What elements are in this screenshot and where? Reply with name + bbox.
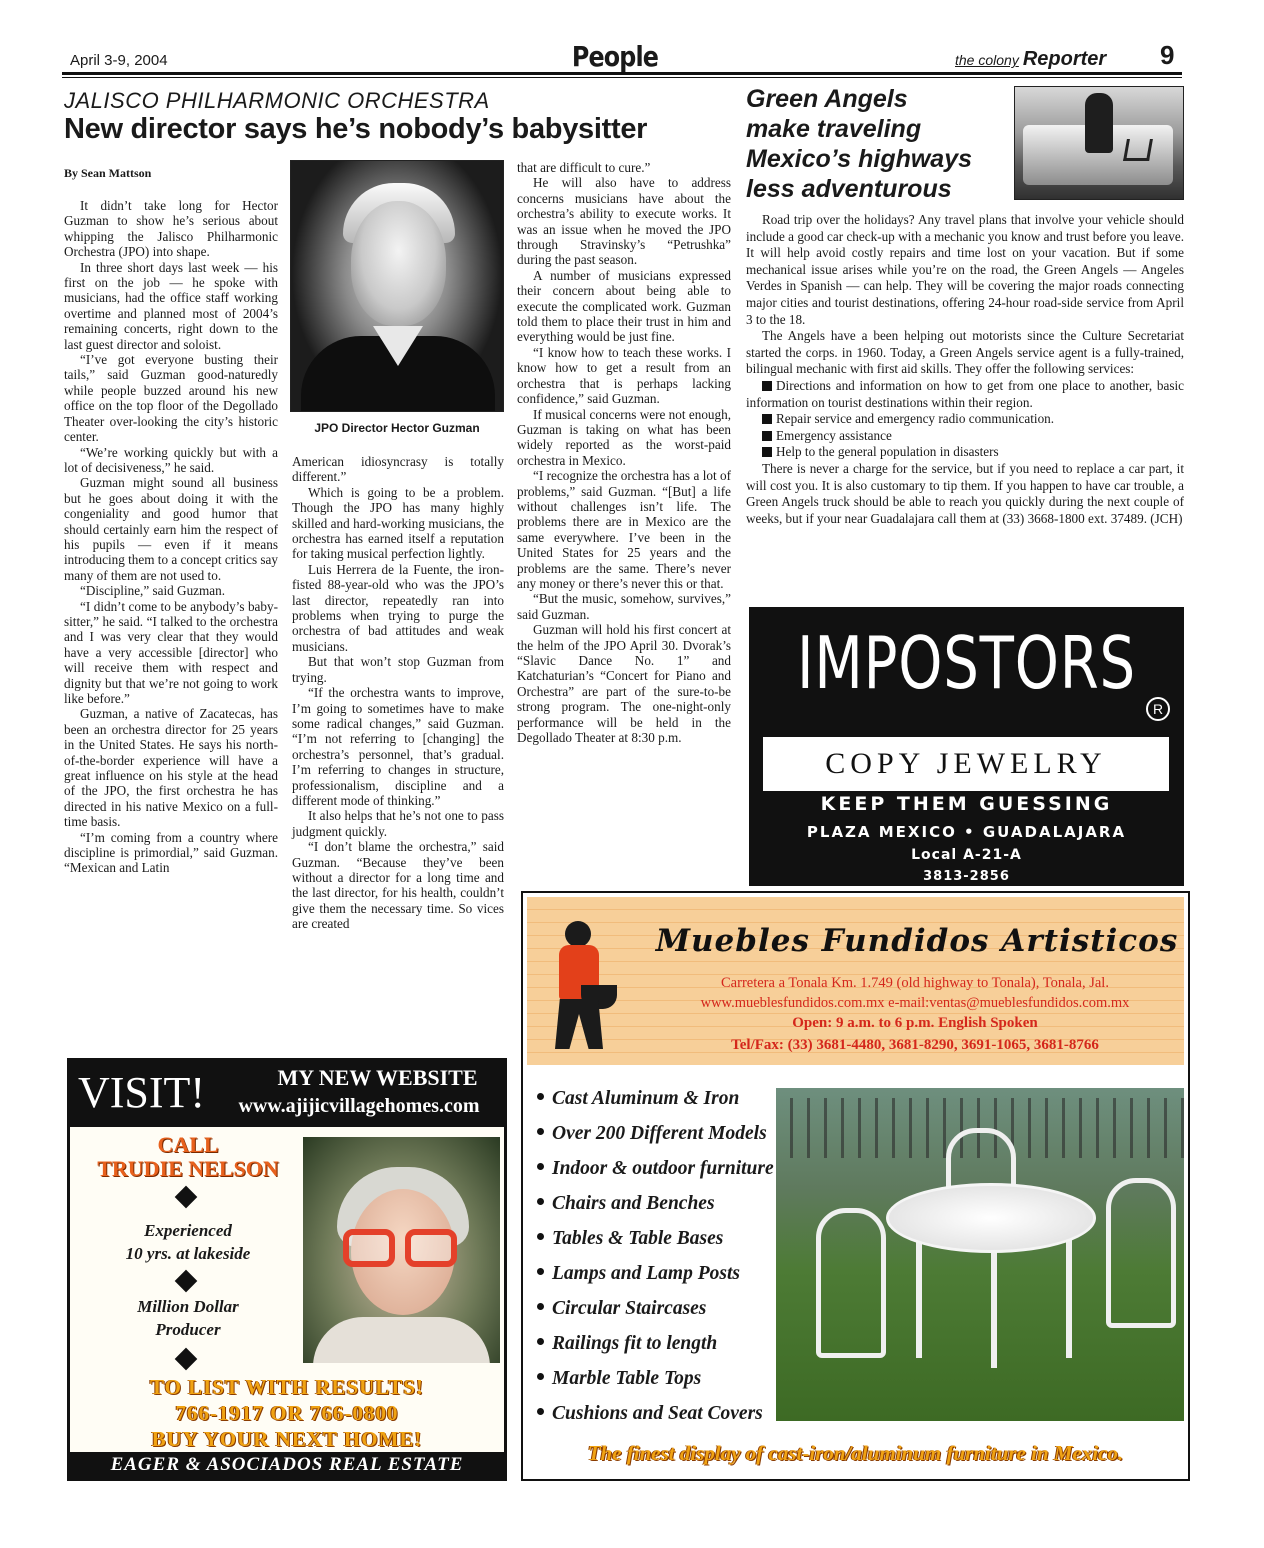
impostors-ad	[749, 607, 1184, 886]
article-column-3	[517, 160, 731, 745]
bullet-square-icon	[762, 381, 772, 391]
service-item	[746, 444, 1184, 461]
ad-brand: IMPOSTORS	[797, 621, 1136, 705]
bullet-icon	[537, 1093, 544, 1100]
list-item	[537, 1291, 777, 1326]
paragraph: that are difficult to cure.”	[517, 160, 651, 175]
list-item	[537, 1396, 777, 1431]
pouring-worker-icon	[537, 915, 627, 1055]
header-rule	[62, 72, 1182, 75]
bullet-icon	[537, 1303, 544, 1310]
paragraph: “I know how to teach these works. I know how to get a result from an orchestra that is perhaps lacking confidence,” said Guzman.	[517, 344, 731, 407]
ad-text: Experienced	[144, 1221, 232, 1240]
furniture-ad	[521, 891, 1190, 1481]
paragraph: “Discipline,” said Guzman.	[80, 583, 226, 599]
section-title: People	[571, 40, 659, 73]
ad-header-panel	[527, 897, 1184, 1065]
list-item-text: Cast Aluminum & Iron	[552, 1088, 740, 1109]
list-item	[537, 1256, 777, 1291]
bullet-square-icon	[762, 414, 772, 424]
bullet-icon	[537, 1268, 544, 1275]
ad-url: www.ajijicvillagehomes.com	[238, 1095, 480, 1117]
photo-chair	[816, 1208, 886, 1358]
paper-name-main: Reporter	[1022, 48, 1107, 70]
green-angels-body	[746, 212, 1184, 527]
ad-agent-name: TRUDIE NELSON	[97, 1156, 279, 1181]
photo-body	[313, 1317, 490, 1363]
ad-text: Producer	[155, 1320, 221, 1339]
ad-cta-2: BUY YOUR NEXT HOME!	[151, 1427, 423, 1451]
agent-photo	[303, 1137, 500, 1363]
paragraph: Road trip over the holidays? Any travel plans that involve your vehicle should include a good car check-up with a mechanic you know and trust before you leave. It will help avoid costly repairs and time lost on your vacation. But if some mechanical issue arises while you’re on the road, the Green Angels — Angeles Verdes in Spanish — can help. They will be covering the major roads connecting major cities and tourist destinations, offering 24-hour road-side service from April 3 to the 18.	[746, 212, 1184, 327]
ad-slogan: KEEP THEM GUESSING	[820, 793, 1113, 815]
paragraph: “I recognize the orchestra has a lot of problems,” said Guzman. “[But] a life without challenges isn’t life. The problems there are in Mexico are the same everywhere. I’ve been in the United States for 25 years and the problems are the same. There’s never any money or there’s never this or that.	[517, 468, 731, 591]
photo-agent	[1085, 93, 1113, 153]
list-item	[537, 1186, 777, 1221]
article-headline: New director says he’s nobody’s babysitter	[64, 113, 648, 145]
paragraph: Guzman, a native of Zacatecas, has been an orchestra director for 25 years in the United States. He says his north-of-the-border experience will have a great influence on his style at the head of the JPO, the first orchestra he has directed in his native Mexico on a full-time basis.	[64, 706, 278, 830]
paragraph: There is never a charge for the service, but if you need to replace a car part, it will cost you. It is also customary to tip them. If you happen to have car trouble, a Green Angels truck should be able to reach you quickly during the next couple of weeks, but if your near Guadalajara call them at (33) 3668-1800 ext. 37489. (JCH)	[746, 460, 1184, 526]
list-item-text: Marble Table Tops	[552, 1368, 702, 1389]
ad-phones: Tel/Fax: (33) 3681-4480, 3681-8290, 3691-1065, 3681-8766	[731, 1037, 1099, 1053]
ad-product: COPY JEWELRY	[763, 737, 1169, 791]
paragraph: Which is going to be a problem. Though the JPO has many highly skilled and hard-working musicians, the orchestra has earned itself a reputation for taking musical perfection lightly.	[292, 484, 504, 562]
list-item-text: Circular Staircases	[552, 1298, 707, 1319]
paragraph: The Angels have a been helping out motorists since the Culture Secretariat started the corps. in 1960. Today, a Green Angels service agent is a fully-trained, bilingual mechanic with first aid skills. They offer the following services:	[746, 328, 1184, 377]
list-item	[537, 1361, 777, 1396]
ad-experience	[78, 1219, 298, 1265]
paragraph: Guzman might sound all business but he goes about doing it with the congeniality and good humor that should certainly earn him the respect of his pupils — even if it means introducing them to a concept critics say many of them are not used to.	[64, 475, 278, 583]
ad-phone: 3813-2856	[923, 869, 1010, 884]
paragraph: “If the orchestra wants to improve, I’m going to sometimes have to make some radical changes,” said Guzman. “I’m not referring to [changing] the orchestra’s personnel, that’s gradual. I’m referring to changes in structure, professionalism, discipline and a different mode of thinking.”	[292, 685, 504, 808]
ad-text: Million Dollar	[137, 1297, 239, 1316]
registered-mark-icon: R	[1146, 697, 1170, 721]
service-item	[746, 378, 1184, 411]
bullet-icon	[537, 1128, 544, 1135]
list-item	[537, 1081, 777, 1116]
ad-visit: VISIT!	[78, 1068, 206, 1117]
headline-line: less adventurous	[746, 175, 952, 203]
list-item-text: Over 200 Different Models	[552, 1123, 767, 1144]
article-kicker: JALISCO PHILHARMONIC ORCHESTRA	[64, 88, 490, 113]
list-item-text: Tables & Table Bases	[552, 1228, 724, 1249]
ad-call-word: CALL	[157, 1132, 219, 1157]
bullet-icon	[537, 1408, 544, 1415]
ad-hours: Open: 9 a.m. to 6 p.m. English Spoken	[792, 1015, 1038, 1031]
paragraph: A number of musicians expressed their concern about being able to execute the complicated work. Guzman told them to place their trust in him and everything would be just fine.	[517, 267, 731, 345]
bullet-icon	[537, 1338, 544, 1345]
ad-call	[78, 1133, 298, 1181]
paragraph: Luis Herrera de la Fuente, the iron-fisted 88-year-old who was the JPO’s last director, repeatedly ran into problems when trying to purge the orchestra of bad attitudes and weak musicians.	[292, 561, 504, 654]
list-item-text: Lamps and Lamp Posts	[552, 1263, 740, 1284]
photo-chair	[1106, 1178, 1176, 1328]
list-item	[537, 1116, 777, 1151]
real-estate-ad	[67, 1058, 507, 1481]
photo-caption: JPO Director Hector Guzman	[314, 421, 480, 435]
article-column-1	[64, 198, 278, 876]
headline-line: Mexico’s highways	[746, 145, 973, 173]
service-text: Help to the general population in disasters	[776, 444, 999, 460]
service-text: Directions and information on how to get from one place to another, basic information on tourist destinations within their region.	[746, 377, 1184, 410]
paragraph: It didn’t take long for Hector Guzman to show he’s serious about whipping the Jalisco Philharmonic Orchestra (JPO) into shape.	[64, 198, 278, 260]
photo-logo	[1123, 139, 1153, 161]
paragraph: American idiosyncrasy is totally different.”	[292, 454, 504, 485]
paragraph: In three short days last week — his first on the job — he spoke with musicians, had the office staff working overtime and planned most of 2004’s remaining concerts, right down to the last guest director and soloist.	[64, 259, 278, 352]
paragraph: “I’ve got everyone busting their tails,” said Guzman good-naturedly while people buzzed around his new office on the top floor of the Degollado Theater over-looking the city’s historic center.	[64, 352, 278, 445]
diamond-icon	[175, 1186, 198, 1209]
paper-name-small: the colony	[955, 52, 1019, 68]
bullet-icon	[537, 1163, 544, 1170]
headline-line: Green Angels	[746, 85, 908, 113]
headline-line: make traveling	[746, 115, 922, 143]
paragraph: “I’m coming from a country where discipline is primordial,” said Guzman. “Mexican and Latin	[64, 829, 278, 876]
list-item	[537, 1151, 777, 1186]
list-item	[537, 1326, 777, 1361]
ad-text: 10 yrs. at lakeside	[125, 1244, 251, 1263]
paragraph: It also helps that he’s not one to pass judgment quickly.	[292, 808, 504, 839]
bullet-icon	[537, 1373, 544, 1380]
service-text: Emergency assistance	[776, 427, 892, 443]
list-item-text: Cushions and Seat Covers	[552, 1403, 763, 1424]
ad-agency: EAGER & ASOCIADOS REAL ESTATE	[70, 1452, 504, 1478]
ad-cta-1: TO LIST WITH RESULTS!	[149, 1375, 425, 1399]
paper-name	[955, 48, 1106, 71]
bullet-square-icon	[762, 431, 772, 441]
paragraph: He will also have to address concerns musicians have about the orchestra’s ability to execute works. It was an issue when he moved the JPO through Stravinsky’s “Petrushka” during the past season.	[517, 175, 731, 268]
ad-top-bar	[70, 1061, 504, 1127]
bullet-square-icon	[762, 447, 772, 457]
bullet-icon	[537, 1198, 544, 1205]
ad-web-email: www.mueblesfundidos.com.mx e-mail:ventas@mueblesfundidos.com.mx	[700, 995, 1130, 1011]
photo-table-leg	[1066, 1238, 1072, 1358]
article-column-2	[292, 454, 504, 932]
paragraph: “We’re working quickly but with a lot of decisiveness,” he said.	[64, 444, 278, 475]
bullet-icon	[537, 1233, 544, 1240]
service-text: Repair service and emergency radio communication.	[776, 411, 1055, 427]
photo-table-leg	[991, 1248, 997, 1368]
ad-product-list	[537, 1081, 777, 1431]
article-byline: By Sean Mattson	[64, 166, 152, 180]
ad-my-new-website: MY NEW WEBSITE	[277, 1065, 478, 1090]
list-item-text: Railings fit to length	[552, 1333, 718, 1354]
list-item-text: Chairs and Benches	[552, 1193, 715, 1214]
ad-local: Local A-21-A	[911, 847, 1022, 863]
glasses-icon	[343, 1229, 463, 1269]
diamond-icon	[175, 1270, 198, 1293]
photo-table	[886, 1183, 1096, 1253]
paragraph: “I don’t blame the orchestra,” said Guzman. “Because they’ve been without a director for a long time and the last director, for his health, couldn’t give them the necessary time. So vices are created	[292, 839, 504, 932]
ad-cta-phone: 766-1917 OR 766-0800	[175, 1401, 399, 1425]
issue-date: April 3-9, 2004	[70, 52, 168, 69]
ad-company-name: Muebles Fundidos Artisticos	[655, 923, 1179, 959]
green-angels-photo	[1014, 86, 1184, 200]
paragraph: “I didn’t come to be anybody’s baby-sitter,” he said. “I talked to the orchestra and I was very clear that they would have a very accessible [director] who will receive them with respect and dignity but that we’re not going to work like before.”	[64, 598, 278, 706]
list-item	[537, 1221, 777, 1256]
director-photo	[290, 160, 504, 412]
page-number: 9	[1160, 40, 1175, 70]
service-item	[746, 428, 1184, 445]
header-rule-thin	[62, 77, 1182, 78]
list-item-text: Indoor & outdoor furniture	[552, 1158, 774, 1179]
paragraph: Guzman will hold his first concert at the helm of the JPO April 30. Dvorak’s “Slavic Dance No. 1” and Katchaturian’s “Concert for Piano and Orchestra” are part of the sure-to-be strong program. The one-night-only performance will be held in the Degollado Theater at 8:30 p.m.	[517, 622, 731, 746]
paragraph: If musical concerns were not enough, Guzman is taking on what has been widely reported as the worst-paid orchestra in Mexico.	[517, 406, 731, 468]
furniture-photo	[776, 1088, 1184, 1421]
paragraph: But that won’t stop Guzman from trying.	[292, 654, 504, 685]
paragraph: “But the music, somehow, survives,” said Guzman.	[517, 591, 731, 622]
photo-table-leg	[916, 1238, 922, 1358]
diamond-icon	[175, 1348, 198, 1371]
ad-tagline: The finest display of cast-iron/aluminum furniture in Mexico.	[587, 1441, 1124, 1465]
ad-location: PLAZA MEXICO • GUADALAJARA	[806, 823, 1127, 841]
service-item	[746, 411, 1184, 428]
ad-producer	[78, 1295, 298, 1341]
green-angels-headline	[746, 84, 1011, 204]
photo-face	[351, 201, 446, 326]
ad-address: Carretera a Tonala Km. 1.749 (old highway to Tonala), Tonala, Jal.	[721, 975, 1109, 991]
